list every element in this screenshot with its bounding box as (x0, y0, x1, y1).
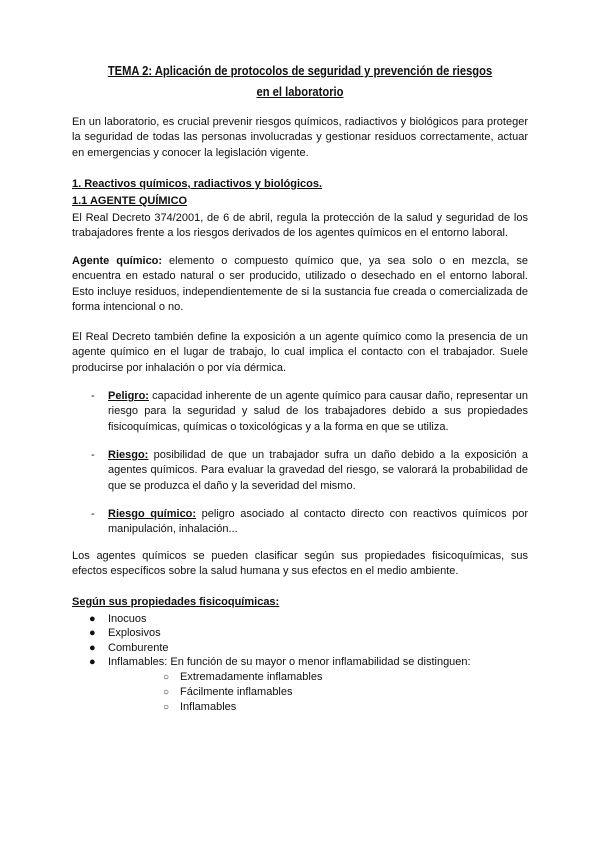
inflamables-sublist (108, 670, 532, 715)
bullet-icon: ● (89, 627, 96, 640)
sublist-item (108, 670, 532, 685)
section-heading: 1. Reactivos químicos, radiactivos y biológicos. (72, 178, 323, 190)
list-item-label: Explosivos (108, 627, 161, 640)
sublist-item-label: Fácilmente inflamables (180, 686, 293, 699)
list-item (72, 655, 532, 715)
sublist-item-label: Inflamables (180, 700, 237, 713)
circle-bullet-icon: ○ (163, 687, 170, 699)
bullet-icon: ● (89, 613, 96, 625)
dash-marker: - (91, 508, 95, 520)
definition-text: posibilidad de que un trabajador sufra un daño debido a la exposición a agentes químicos. Para evaluar la gravedad del riesgo, se valorará la probabilidad de que se produzca el daño y la severidad del mismo. (108, 449, 528, 492)
subsection-heading: 1.1 AGENTE QUÍMICO (72, 195, 188, 207)
dash-marker: - (91, 449, 95, 461)
list-item-label: Inocuos (108, 613, 147, 625)
definition-term: Riesgo: (108, 449, 149, 461)
list-item-label: Inflamables: En función de su mayor o menor inflamabilidad se distinguen: (108, 655, 471, 668)
bullet-icon: ● (89, 641, 96, 654)
page-title: TEMA 2: Aplicación de protocolos de seguridad y prevención de riesgos en el laboratorio (107, 63, 493, 99)
definition-term: Peligro: (108, 390, 149, 402)
sublist-item (108, 685, 532, 700)
list-item (72, 612, 532, 626)
list-item (72, 641, 532, 655)
intro-paragraph: En un laboratorio, es crucial prevenir riesgos químicos, radiactivos y biológicos para proteger la seguridad de todas las personas involucradas y gestionar residuos correctamente, actuar en emergencias y conocer la legislación vigente. (72, 116, 528, 159)
bullet-icon: ● (89, 655, 96, 668)
exposicion-paragraph: El Real Decreto también define la exposición a un agente químico como la presencia de un agente químico en el lugar de trabajo, lo cual implica el contacto con el trabajador. Suele producirse por inhalación o por vía dérmica. (72, 331, 528, 374)
dash-marker: - (91, 390, 95, 402)
agente-quimico-paragraph (72, 254, 528, 315)
real-decreto-paragraph: El Real Decreto 374/2001, de 6 de abril, regula la protección de la salud y seguridad de los trabajadores frente a los riesgos derivados de los agentes químicos en el entorno laboral. (72, 212, 528, 240)
list-item-label: Comburente (108, 641, 169, 654)
classification-list (72, 612, 532, 715)
definition-text: peligro asociado al contacto directo con reactivos químicos por manipulación, inhalación... (108, 508, 529, 536)
circle-bullet-icon: ○ (163, 672, 170, 684)
clasificacion-paragraph: Los agentes químicos se pueden clasificar según sus propiedades fisicoquímicas, sus efectos específicos sobre la salud humana y sus efectos en el medio ambiente. (72, 550, 528, 578)
circle-bullet-icon: ○ (163, 701, 170, 713)
sublist-item (108, 700, 532, 715)
sublist-item-label: Extremadamente inflamables (180, 671, 323, 684)
agente-quimico-term: Agente químico: (72, 255, 163, 267)
classification-heading: Según sus propiedades fisicoquímicas: (72, 596, 280, 608)
agente-quimico-definition: elemento o compuesto químico que, ya sea solo o en mezcla, se encuentra en estado natural o ser producido, utilizado o desechado en el entorno laboral. Esto incluye residuos, independientemente de si la sustancia fue creada o comercializada de forma intencional o no. (72, 255, 529, 313)
definition-text: capacidad inherente de un agente químico para causar daño, representar un riesgo para la seguridad y salud de los trabajadores debido a sus propiedades fisicoquímicas, químicas o toxicológicas y a la forma en que se utiliza. (108, 390, 528, 433)
definition-term: Riesgo químico: (108, 508, 197, 520)
list-item (72, 626, 532, 640)
